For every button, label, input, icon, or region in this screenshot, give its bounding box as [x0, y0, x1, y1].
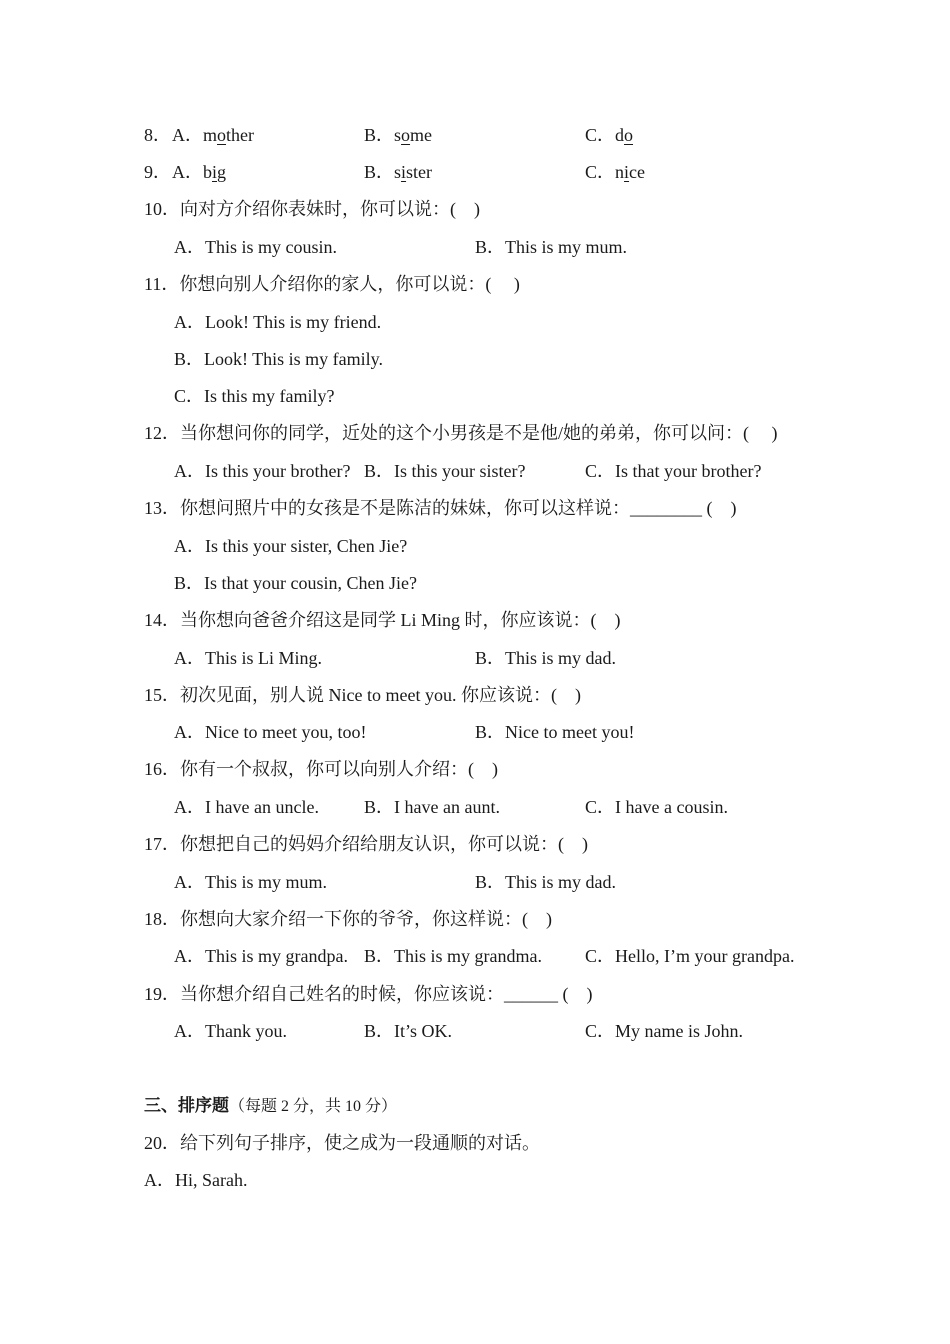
q18-option-c: C．Hello, I’m your grandpa.	[585, 946, 795, 966]
q18-option-b: B．This is my grandma.	[364, 946, 542, 966]
q12-option-a: A．Is this your brother?	[174, 461, 351, 481]
q16-option-b: B．I have an aunt.	[364, 797, 500, 817]
q16-option-c: C．I have a cousin.	[585, 797, 728, 817]
q8-option-a: A．mother	[172, 125, 254, 145]
q15-option-b: B．Nice to meet you!	[475, 722, 635, 742]
q14-stem: 14．当你想向爸爸介绍这是同学 Li Ming 时，你应该说：( )	[144, 610, 621, 630]
q17-option-b: B．This is my dad.	[475, 872, 617, 892]
q12-stem: 12．当你想问你的同学，近处的这个小男孩是不是他/她的弟弟，你可以问：( )	[144, 423, 778, 443]
q19-option-b: B．It’s OK.	[364, 1021, 453, 1041]
q11-option-c: C．Is this my family?	[174, 386, 335, 406]
q17-option-a: A．This is my mum.	[174, 872, 328, 892]
q17-stem: 17．你想把自己的妈妈介绍给朋友认识，你可以说：( )	[144, 834, 588, 854]
q10-option-b: B．This is my mum.	[475, 237, 628, 257]
q16-option-a: A．I have an uncle.	[174, 797, 319, 817]
q20-sentence-a: A．Hi, Sarah.	[144, 1170, 248, 1190]
q15-stem: 15．初次见面，别人说 Nice to meet you. 你应该说：( )	[144, 685, 581, 705]
q10-stem: 10．向对方介绍你表妹时，你可以说：( )	[144, 199, 480, 219]
section-heading	[144, 1093, 397, 1119]
q9-option-b: B．sister	[364, 162, 433, 182]
section-title: 三、排序题	[144, 1096, 229, 1116]
q9-number: 9．	[144, 162, 171, 182]
q8-option-b: B．some	[364, 125, 433, 145]
underlined-letter: i	[212, 162, 218, 182]
q19-option-a: A．Thank you.	[174, 1021, 287, 1041]
q19-stem: 19．当你想介绍自己姓名的时候，你应该说：______ ( )	[144, 984, 593, 1004]
q14-option-a: A．This is Li Ming.	[174, 648, 323, 668]
q19-option-c: C．My name is John.	[585, 1021, 744, 1041]
q15-option-a: A．Nice to meet you, too!	[174, 722, 367, 742]
q8-number: 8．	[144, 125, 171, 145]
q13-stem: 13．你想问照片中的女孩是不是陈洁的妹妹，你可以这样说：________ ( )	[144, 498, 737, 518]
q8-option-c: C．do	[585, 125, 634, 145]
q13-option-a: A．Is this your sister, Chen Jie?	[174, 536, 408, 556]
q18-stem: 18．你想向大家介绍一下你的爷爷，你这样说：( )	[144, 909, 552, 929]
q12-option-c: C．Is that your brother?	[585, 461, 762, 481]
q14-option-b: B．This is my dad.	[475, 648, 617, 668]
q16-stem: 16．你有一个叔叔，你可以向别人介绍：( )	[144, 759, 498, 779]
underlined-letter: o	[401, 125, 411, 145]
underlined-letter: i	[624, 162, 630, 182]
q11-option-b: B．Look! This is my family.	[174, 349, 383, 369]
q11-stem: 11．你想向别人介绍你的家人，你可以说：( )	[144, 274, 520, 294]
underlined-letter: i	[401, 162, 407, 182]
q9-option-a: A．big	[172, 162, 227, 182]
q9-option-c: C．nice	[585, 162, 646, 182]
underlined-letter: o	[624, 125, 634, 145]
q13-option-b: B．Is that your cousin, Chen Jie?	[174, 573, 417, 593]
q20-stem: 20．给下列句子排序，使之成为一段通顺的对话。	[144, 1133, 540, 1153]
section-score-note: （每题 2 分，共 10 分）	[229, 1098, 398, 1115]
q18-option-a: A．This is my grandpa.	[174, 946, 348, 966]
underlined-letter: o	[217, 125, 227, 145]
q11-option-a: A．Look! This is my friend.	[174, 312, 382, 332]
q12-option-b: B．Is this your sister?	[364, 461, 526, 481]
q10-option-a: A．This is my cousin.	[174, 237, 338, 257]
